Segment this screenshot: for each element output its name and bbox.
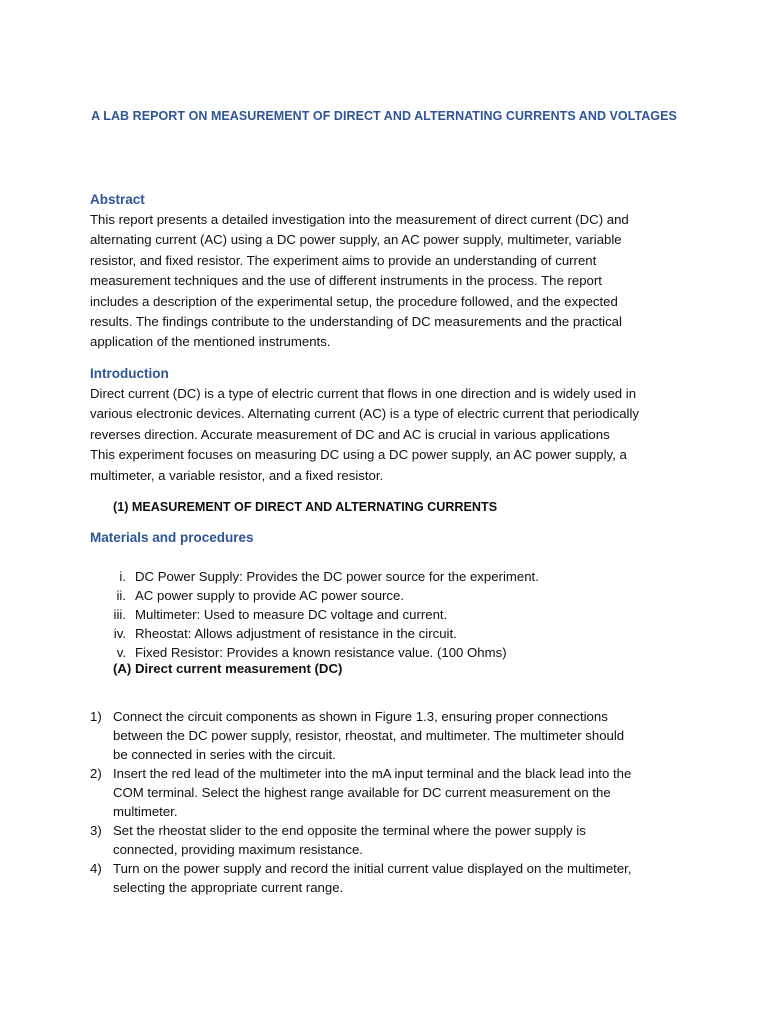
introduction-line: This experiment focuses on measuring DC using a DC power supply, an AC power supply, a — [90, 447, 627, 463]
step-line: COM terminal. Select the highest range available for DC current measurement on the — [113, 785, 611, 800]
abstract-line: includes a description of the experimental setup, the procedure followed, and the expected — [90, 293, 618, 309]
list-item — [90, 605, 690, 624]
abstract-text — [90, 210, 675, 353]
materials-list — [90, 567, 690, 662]
abstract-line: This report presents a detailed investigation into the measurement of direct current (DC) and — [90, 212, 629, 227]
list-item-text: AC power supply to provide AC power source. — [135, 588, 405, 603]
abstract-line: application of the mentioned instruments. — [90, 334, 331, 350]
procedure-step — [90, 707, 680, 764]
list-item — [90, 643, 690, 662]
introduction-heading: Introduction — [90, 366, 169, 381]
list-item — [90, 586, 690, 605]
list-item-number: i. — [119, 569, 126, 584]
subsection-heading: (A) Direct current measurement (DC) — [113, 661, 343, 676]
list-item-text: Multimeter: Used to measure DC voltage and current. — [135, 607, 448, 622]
step-line: Turn on the power supply and record the initial current value displayed on the multimeter, — [113, 861, 632, 876]
abstract-line: measurement techniques and the use of different instruments in the process. The report — [90, 273, 602, 289]
step-line: multimeter. — [113, 804, 178, 819]
step-line: between the DC power supply, resistor, rheostat, and multimeter. The multimeter should — [113, 728, 625, 743]
materials-heading: Materials and procedures — [90, 530, 254, 545]
abstract-heading: Abstract — [90, 192, 145, 207]
list-item — [90, 567, 690, 586]
list-item-text: Fixed Resistor: Provides a known resistance value. (100 Ohms) — [135, 645, 507, 660]
list-item-number: ii. — [116, 588, 126, 603]
procedure-step — [90, 764, 680, 821]
list-item-text: Rheostat: Allows adjustment of resistance in the circuit. — [135, 626, 457, 641]
introduction-line: Direct current (DC) is a type of electric current that flows in one direction and is widely used in — [90, 386, 637, 401]
step-line: be connected in series with the circuit. — [113, 747, 336, 762]
step-line: selecting the appropriate current range. — [113, 880, 344, 895]
list-item-number: v. — [116, 645, 126, 660]
introduction-line: multimeter, a variable resistor, and a fixed resistor. — [90, 467, 384, 483]
abstract-line: results. The findings contribute to the understanding of DC measurements and the practical — [90, 314, 622, 330]
list-item-number: iii. — [113, 607, 126, 622]
procedure-steps — [90, 707, 680, 897]
introduction-text — [90, 384, 675, 486]
step-number: 3) — [90, 823, 102, 838]
step-line: Set the rheostat slider to the end opposite the terminal where the power supply is — [113, 823, 586, 838]
step-number: 1) — [90, 709, 102, 724]
abstract-line: alternating current (AC) using a DC power supply, an AC power supply, multimeter, variable — [90, 232, 622, 248]
step-number: 2) — [90, 766, 102, 781]
step-line: Connect the circuit components as shown in Figure 1.3, ensuring proper connections — [113, 709, 608, 724]
step-line: Insert the red lead of the multimeter into the mA input terminal and the black lead into the — [113, 766, 632, 781]
procedure-step — [90, 859, 680, 897]
introduction-line: various electronic devices. Alternating current (AC) is a type of electric current that periodically — [90, 406, 639, 422]
list-item-text: DC Power Supply: Provides the DC power source for the experiment. — [135, 569, 539, 584]
report-title: A LAB REPORT ON MEASUREMENT OF DIRECT AND ALTERNATING CURRENTS AND VOLTAGES — [91, 109, 677, 123]
step-line: connected, providing maximum resistance. — [113, 842, 363, 857]
section-heading: (1) MEASUREMENT OF DIRECT AND ALTERNATING CURRENTS — [113, 500, 498, 514]
procedure-step — [90, 821, 680, 859]
abstract-line: resistor, and fixed resistor. The experiment aims to provide an understanding of current — [90, 252, 597, 268]
list-item — [90, 624, 690, 643]
step-number: 4) — [90, 861, 102, 876]
list-item-number: iv. — [113, 626, 126, 641]
introduction-line: reverses direction. Accurate measurement of DC and AC is crucial in various applications — [90, 426, 610, 442]
